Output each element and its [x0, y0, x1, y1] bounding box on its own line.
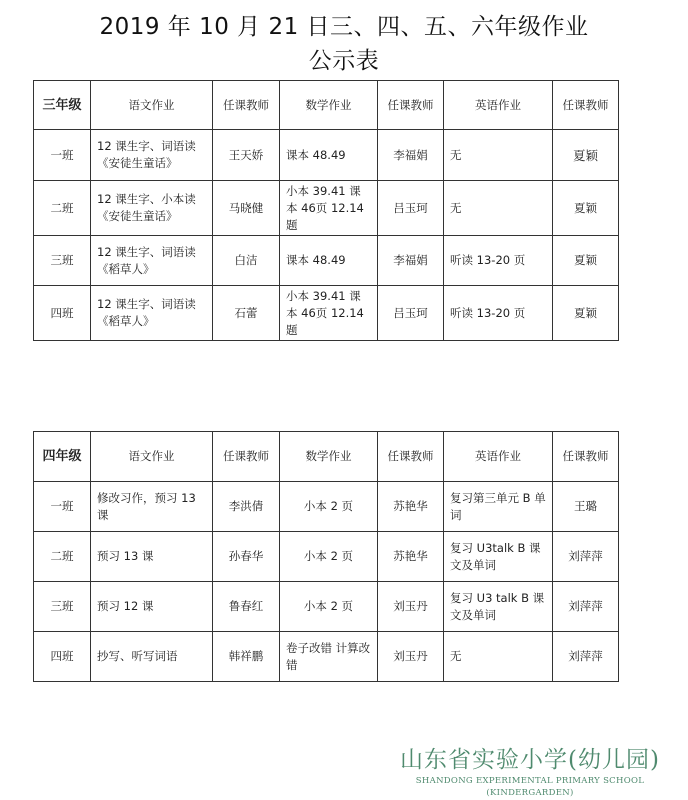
english-homework-cell: 无: [444, 130, 553, 181]
table-row: [34, 286, 619, 341]
class-cell: 三班: [34, 236, 91, 286]
teacher-cell: 孙春华: [213, 532, 280, 582]
teacher-cell: 韩祥鹏: [213, 632, 280, 682]
english-homework-cell: 听读 13-20 页: [444, 286, 553, 341]
teacher-cell: 苏艳华: [378, 482, 444, 532]
teacher-cell: 王璐: [553, 482, 619, 532]
chinese-homework-cell: 预习 12 课: [91, 582, 213, 632]
teacher-cell: 鲁春红: [213, 582, 280, 632]
page-subtitle: 公示表: [308, 48, 380, 74]
table-row: [34, 236, 619, 286]
grade-label: 三年级: [34, 81, 91, 130]
grade-label: 四年级: [34, 432, 91, 482]
teacher-cell: 夏颖: [553, 286, 619, 341]
teacher-cell: 李福娟: [378, 130, 444, 181]
teacher-cell: 刘玉丹: [378, 582, 444, 632]
teacher-cell: 刘萍萍: [553, 532, 619, 582]
grade4-table: [33, 431, 619, 682]
teacher-cell: 刘玉丹: [378, 632, 444, 682]
column-header: 任课教师: [213, 432, 280, 482]
table-row: [34, 181, 619, 236]
column-header: 数学作业: [280, 81, 378, 130]
teacher-cell: 李洪倩: [213, 482, 280, 532]
teacher-cell: 马晓健: [213, 181, 280, 236]
teacher-cell: 刘萍萍: [553, 582, 619, 632]
column-header: 语文作业: [91, 432, 213, 482]
class-cell: 二班: [34, 181, 91, 236]
column-header: 任课教师: [378, 432, 444, 482]
school-logo: [380, 745, 680, 799]
class-cell: 三班: [34, 582, 91, 632]
teacher-cell: 吕玉珂: [378, 181, 444, 236]
math-homework-cell: 卷子改错 计算改错: [280, 632, 378, 682]
class-cell: 二班: [34, 532, 91, 582]
column-header: 任课教师: [553, 432, 619, 482]
column-header: 任课教师: [378, 81, 444, 130]
grade3-table: [33, 80, 619, 341]
school-name-cn: 山东省实验小学(幼儿园): [400, 747, 660, 773]
chinese-homework-cell: 抄写、听写词语: [91, 632, 213, 682]
chinese-homework-cell: 12 课生字、词语读《安徒生童话》: [91, 130, 213, 181]
page-title: 2019 年 10 月 21 日三、四、五、六年级作业: [99, 14, 589, 40]
teacher-cell: 夏颖: [553, 236, 619, 286]
chinese-homework-cell: 12 课生字、词语读《稻草人》: [91, 236, 213, 286]
chinese-homework-cell: 预习 13 课: [91, 532, 213, 582]
math-homework-cell: 小本 2 页: [280, 482, 378, 532]
table-header-row: [34, 81, 619, 130]
english-homework-cell: 无: [444, 632, 553, 682]
math-homework-cell: 课本 48.49: [280, 236, 378, 286]
english-homework-cell: 复习 U3 talk B 课文及单词: [444, 582, 553, 632]
column-header: 语文作业: [91, 81, 213, 130]
chinese-homework-cell: 修改习作，预习 13 课: [91, 482, 213, 532]
column-header: 英语作业: [444, 81, 553, 130]
school-name-en: SHANDONG EXPERIMENTAL PRIMARY SCHOOL (KINDERGARDEN): [415, 776, 645, 798]
chinese-homework-cell: 12 课生字、词语读《稻草人》: [91, 286, 213, 341]
math-homework-cell: 课本 48.49: [280, 130, 378, 181]
teacher-cell: 石蕾: [213, 286, 280, 341]
class-cell: 四班: [34, 632, 91, 682]
math-homework-cell: 小本 39.41 课本 46页 12.14 题: [280, 181, 378, 236]
column-header: 数学作业: [280, 432, 378, 482]
math-homework-cell: 小本 2 页: [280, 582, 378, 632]
teacher-cell: 白洁: [213, 236, 280, 286]
class-cell: 一班: [34, 130, 91, 181]
teacher-cell: 刘萍萍: [553, 632, 619, 682]
teacher-cell: 李福娟: [378, 236, 444, 286]
column-header: 任课教师: [213, 81, 280, 130]
chinese-homework-cell: 12 课生字、小本读《安徒生童话》: [91, 181, 213, 236]
table-row: [34, 532, 619, 582]
class-cell: 一班: [34, 482, 91, 532]
table-row: [34, 130, 619, 181]
table-row: [34, 482, 619, 532]
english-homework-cell: 听读 13-20 页: [444, 236, 553, 286]
teacher-cell: 王天娇: [213, 130, 280, 181]
math-homework-cell: 小本 39.41 课本 46页 12.14 题: [280, 286, 378, 341]
math-homework-cell: 小本 2 页: [280, 532, 378, 582]
english-homework-cell: 复习 U3talk B 课文及单词: [444, 532, 553, 582]
column-header: 任课教师: [553, 81, 619, 130]
english-homework-cell: 复习第三单元 B 单词: [444, 482, 553, 532]
english-homework-cell: 无: [444, 181, 553, 236]
table-row: [34, 582, 619, 632]
table-header-row: [34, 432, 619, 482]
table-row: [34, 632, 619, 682]
teacher-cell: 苏艳华: [378, 532, 444, 582]
class-cell: 四班: [34, 286, 91, 341]
teacher-cell: 夏颖: [553, 130, 619, 181]
column-header: 英语作业: [444, 432, 553, 482]
teacher-cell: 吕玉珂: [378, 286, 444, 341]
teacher-cell: 夏颖: [553, 181, 619, 236]
